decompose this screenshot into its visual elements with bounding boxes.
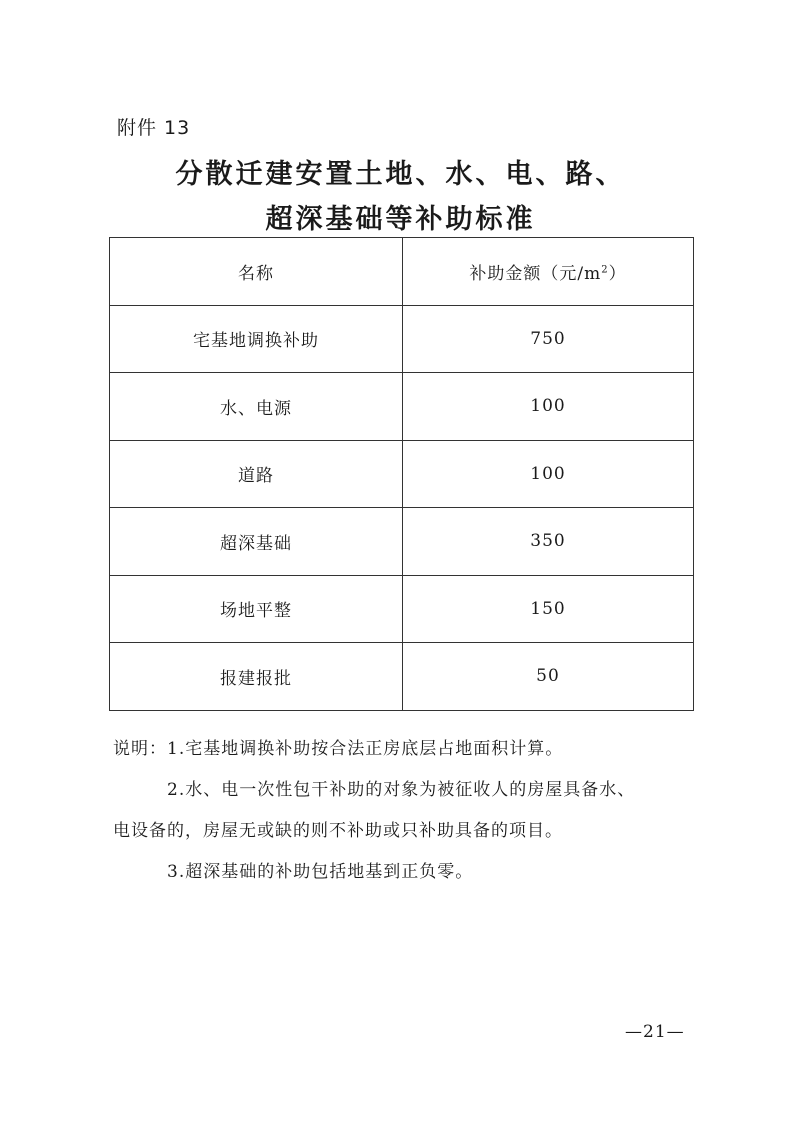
- table-row: [110, 305, 694, 373]
- page-number: —21—: [625, 1022, 685, 1042]
- document-title-line-2: 超深基础等补助标准: [265, 204, 536, 235]
- table-row: [110, 575, 694, 643]
- table-row: [110, 440, 694, 508]
- row-amount-cell: 100: [403, 440, 694, 508]
- row-name-cell: 场地平整: [110, 575, 403, 643]
- row-name-cell: 报建报批: [110, 643, 403, 711]
- table-header-row: [110, 238, 694, 306]
- unit-superscript: 2: [601, 264, 609, 276]
- row-amount-cell: 750: [403, 305, 694, 373]
- subsidy-standard-table: [109, 237, 694, 711]
- table-row: [110, 373, 694, 441]
- column-header-amount-text: 补助金额（元/m: [469, 263, 602, 284]
- note-line: 3.超深基础的补助包括地基到正负零。: [167, 862, 474, 882]
- column-header-amount: [403, 238, 694, 306]
- note-line: 电设备的，房屋无或缺的则不补助或只补助具备的项目。: [113, 821, 563, 841]
- table-row: [110, 643, 694, 711]
- row-amount-cell: 150: [403, 575, 694, 643]
- table-row: [110, 508, 694, 576]
- column-header-name: 名称: [110, 238, 403, 306]
- note-line: 说明：1.宅基地调换补助按合法正房底层占地面积计算。: [113, 739, 564, 759]
- row-name-cell: 超深基础: [110, 508, 403, 576]
- row-name-cell: 水、电源: [110, 373, 403, 441]
- row-name-cell: 宅基地调换补助: [110, 305, 403, 373]
- document-title-line-1: 分散迁建安置土地、水、电、路、: [175, 159, 626, 190]
- row-amount-cell: 350: [403, 508, 694, 576]
- column-header-amount-close: ）: [608, 263, 627, 284]
- row-amount-cell: 50: [403, 643, 694, 711]
- note-line: 2.水、电一次性包干补助的对象为被征收人的房屋具备水、: [167, 780, 636, 800]
- row-name-cell: 道路: [110, 440, 403, 508]
- row-amount-cell: 100: [403, 373, 694, 441]
- attachment-label: 附件 13: [117, 117, 191, 139]
- notes-section: [113, 729, 693, 893]
